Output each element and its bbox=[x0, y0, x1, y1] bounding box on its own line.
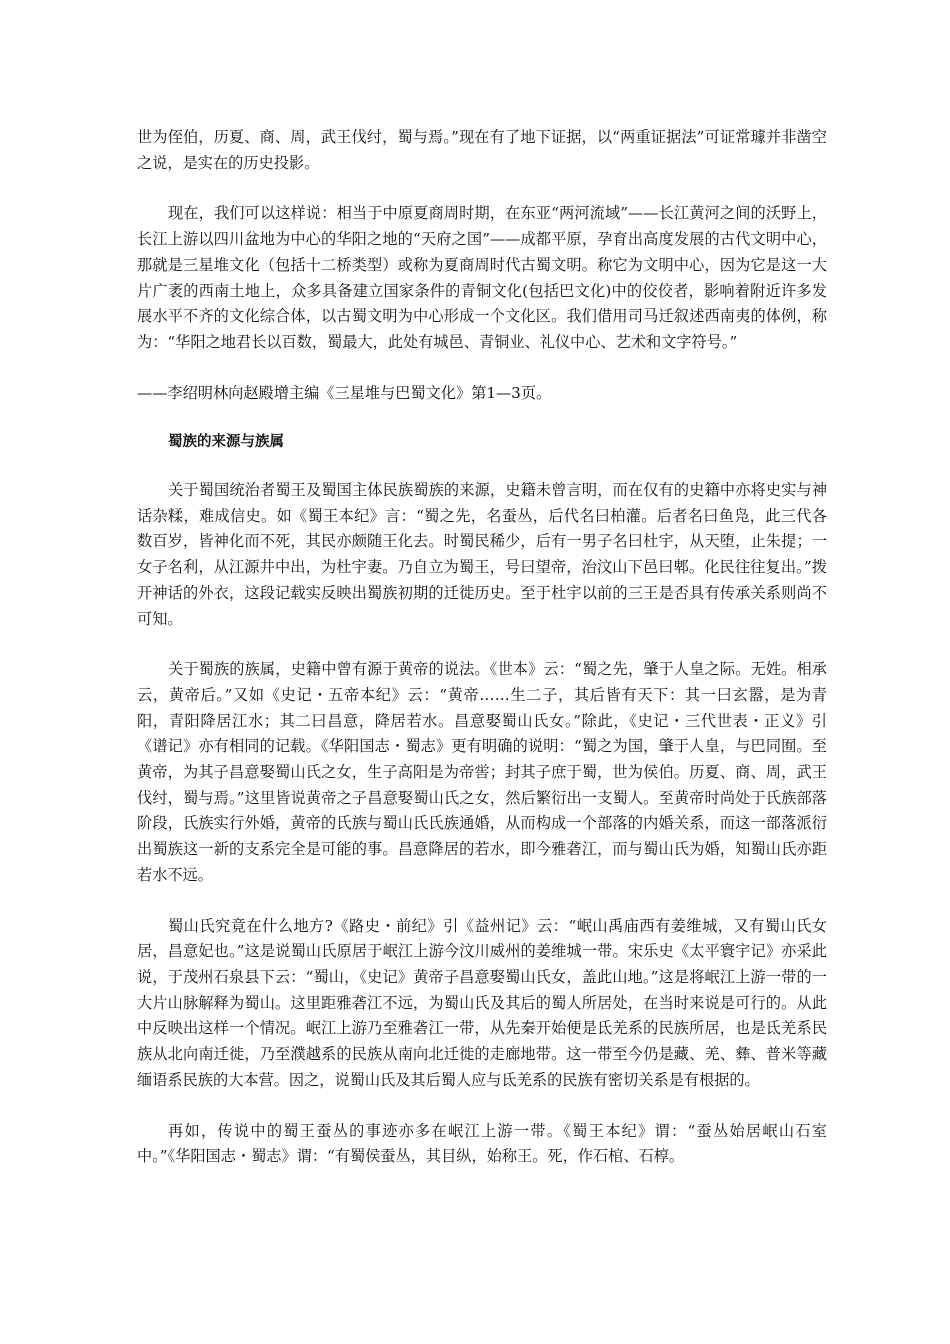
paragraph-cancong: 再如，传说中的蜀王蚕丛的事迹亦多在岷江上游一带。《蜀王本纪》谓：“蚕丛始居岷山石室中。”《华阳国志・蜀志》谓：“有蜀侯蚕丛，其目纵，始称王。死，作石棺、石椁。 bbox=[137, 1121, 827, 1166]
paragraph-continuation: 世为侄伯，历夏、商、周，武王伐纣，蜀与焉。”现在有了地下证据，以“两重证据法”可证常璩并非凿空之说，是实在的历史投影。 bbox=[137, 128, 827, 172]
citation: ——李绍明林向赵殿增主编《三星堆与巴蜀文化》第1—3页。 bbox=[137, 383, 552, 402]
paragraph-shushan-location: 蜀山氏究竟在什么地方?《路史・前纪》引《益州记》云：“岷山禹庙西有姜维城，又有蜀山氏女居，昌意妃也。”这是说蜀山氏原居于岷江上游今汶川威州的姜维城一带。宋乐史《太平寰宇记》亦采此说，于茂州石泉县下云：“蜀山，《史记》黄帝子昌意娶蜀山氏女，盖此山地。”这是将岷江上游一带的一大片山脉解释为蜀山。这里距雅砻江不远，为蜀山氏及其后的蜀人所居处，在当时来说是可行的。从此中反映出这样一个情况。岷江上游乃至雅砻江一带，从先秦开始便是氐羌系的民族所居，也是氐羌系民族从北向南迁徙，乃至濮越系的民族从南向北迁徙的走廊地带。这一带至今仍是藏、羌、彝、普米等藏缅语系民族的大本营。因之，说蜀山氏及其后蜀人应与氐羌系的民族有密切关系是有根据的。 bbox=[137, 916, 827, 1089]
paragraph-origin: 关于蜀国统治者蜀王及蜀国主体民族蜀族的来源，史籍未曾言明，而在仅有的史籍中亦将史实与神话杂糅，难成信史。如《蜀王本纪》言：“蜀之先，名蚕丛，后代名曰柏灌。后者名曰鱼凫，此三代各数百岁，皆神化而不死，其民亦颇随王化去。时蜀民稀少，后有一男子名曰杜宇，从天堕，止朱提；一女子名利，从江源井中出，为杜宇妻。乃自立为蜀王，号曰望帝，治汶山下邑曰郫。化民往往复出。”拨开神话的外衣，这段记载实反映出蜀族初期的迁徙历史。至于杜宇以前的三王是否具有传承关系则尚不可知。 bbox=[137, 481, 827, 628]
section-heading: 蜀族的来源与族属 bbox=[168, 434, 284, 451]
paragraph-sanxingdui-summary: 现在，我们可以这样说：相当于中原夏商周时期，在东亚“两河流域”——长江黄河之间的沃野上，长江上游以四川盆地为中心的华阳之地的“天府之国”——成都平原，孕育出高度发展的古代文明中心，那就是三星堆文化（包括十二桥类型）或称为夏商周时代古蜀文明。称它为文明中心，因为它是这一大片广袤的西南土地上，众多具备建立国家条件的青铜文化(包括巴文化)中的佼佼者，影响着附近许多发展水平不齐的文化综合体，以古蜀文明为中心形成一个文化区。我们借用司马迁叙述西南夷的体例，称为：“华阳之地君长以百数，蜀最大，此处有城邑、青铜业、礼仪中心、艺术和文字符号。” bbox=[137, 204, 827, 351]
document-page bbox=[137, 125, 827, 1170]
paragraph-ethnicity: 关于蜀族的族属，史籍中曾有源于黄帝的说法。《世本》云：“蜀之先，肇于人皇之际。无姓。相承云，黄帝后。”又如《史记・五帝本纪》云：“黄帝……生二子，其后皆有天下：其一曰玄嚣，是为青阳，青阳降居江水；其二曰昌意，降居若水。昌意娶蜀山氏女。”除此，《史记・三代世表・正义》引《谱记》亦有相同的记载。《华阳国志・蜀志》更有明确的说明：“蜀之为国，肇于人皇，与巴同囿。至黄帝，为其子昌意娶蜀山氏之女，生子高阳是为帝喾；封其子庶于蜀，世为侯伯。历夏、商、周，武王伐纣，蜀与焉。”这里皆说黄帝之子昌意娶蜀山氏之女，然后繁衍出一支蜀人。至黄帝时尚处于氏族部落阶段，氏族实行外婚，黄帝的氏族与蜀山氏氏族通婚，从而构成一个部落的内婚关系，而这一部落派衍出蜀族这一新的支系完全是可能的事。昌意降居的若水，即今雅砻江，而与蜀山氏为婚，知蜀山氏亦距若水不远。 bbox=[137, 660, 827, 884]
